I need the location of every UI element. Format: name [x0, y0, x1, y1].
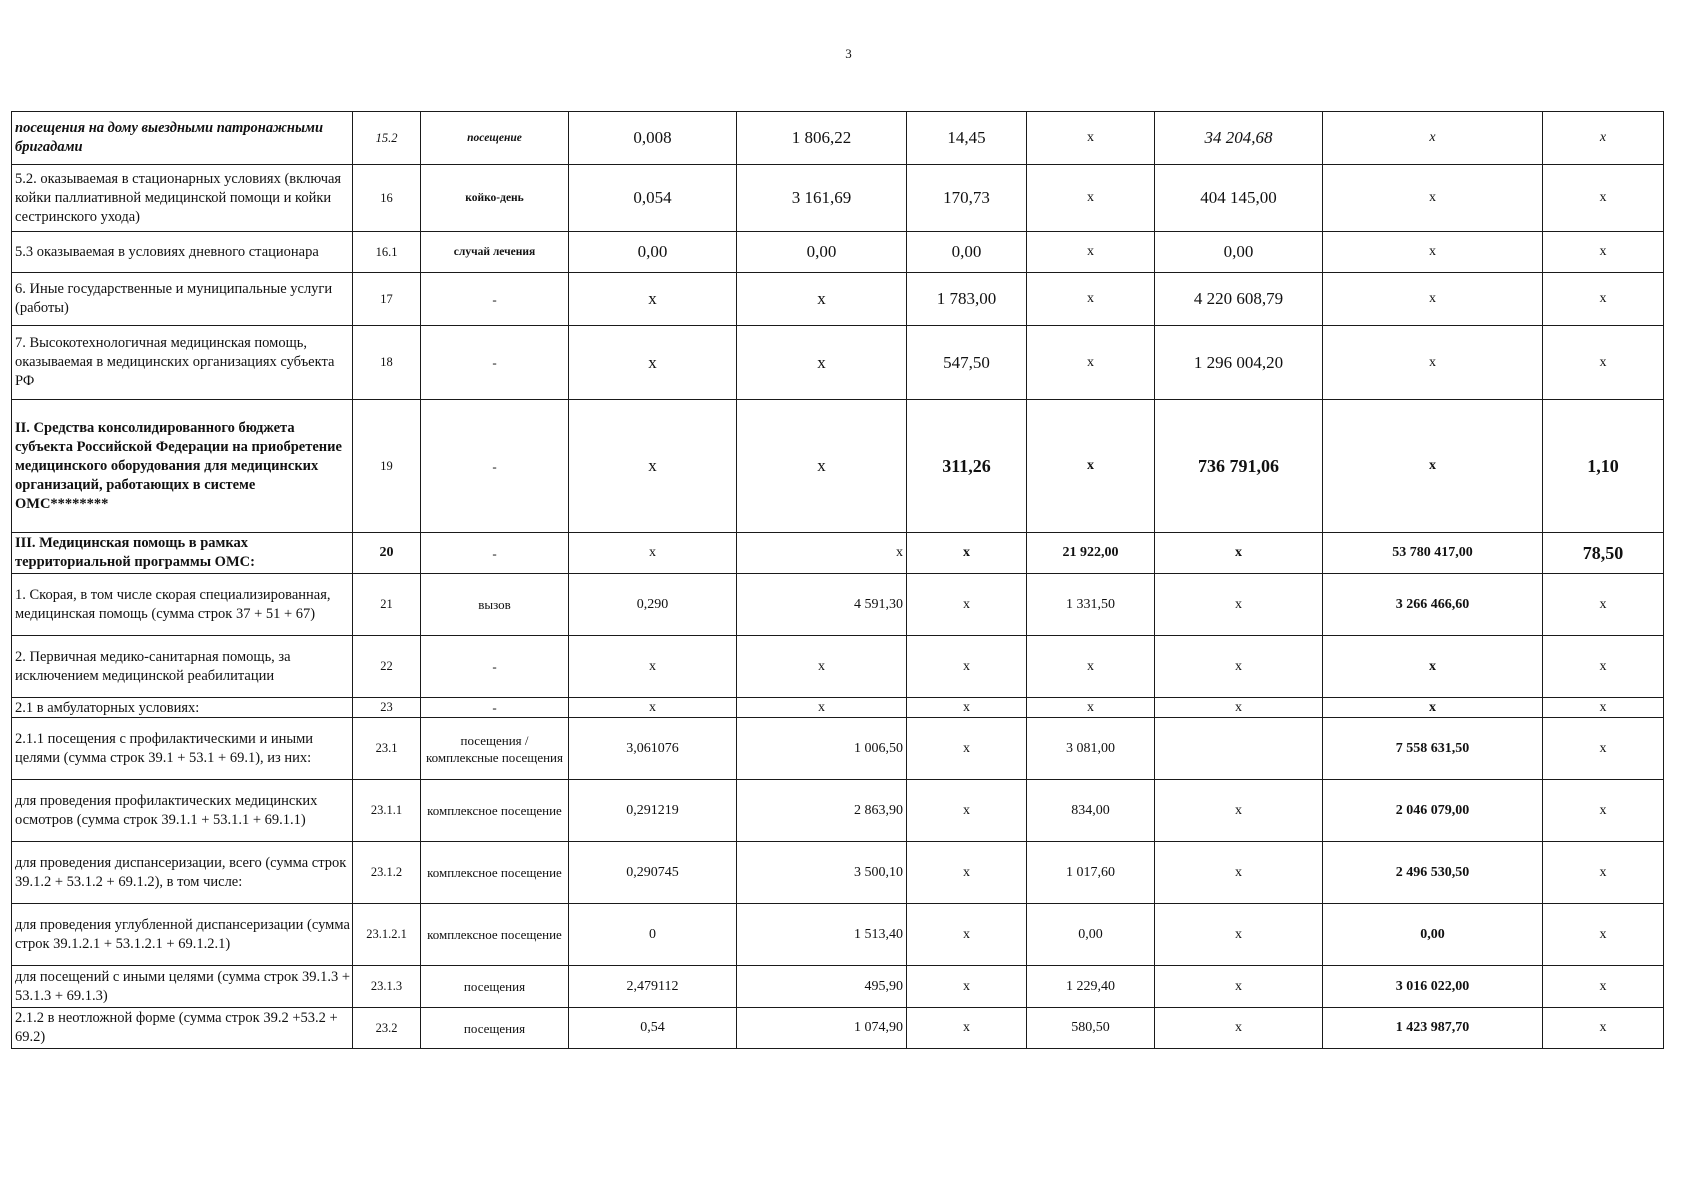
cell-value: 2 496 530,50: [1323, 842, 1543, 904]
cell-value: x: [1027, 326, 1155, 400]
cell-value: x: [907, 533, 1027, 574]
cell-value: x: [1323, 698, 1543, 718]
cell-value: 4 220 608,79: [1155, 273, 1323, 326]
cell-value: 495,90: [737, 966, 907, 1008]
cell-value: x: [1027, 636, 1155, 698]
cell-value: x: [1543, 842, 1664, 904]
cell-value: 1 229,40: [1027, 966, 1155, 1008]
cell-value: 0,290: [569, 574, 737, 636]
row-name: 5.3 оказываемая в условиях дневного стационара: [12, 232, 353, 273]
cell-value: 7 558 631,50: [1323, 718, 1543, 780]
cell-value: x: [1543, 574, 1664, 636]
row-unit: -: [421, 636, 569, 698]
row-number: 23.2: [353, 1008, 421, 1049]
cell-value: 547,50: [907, 326, 1027, 400]
row-number: 22: [353, 636, 421, 698]
row-number: 23.1.1: [353, 780, 421, 842]
cell-value: x: [1543, 636, 1664, 698]
cell-value: 0,00: [1027, 904, 1155, 966]
page-number: 3: [845, 46, 852, 61]
row-number: 21: [353, 574, 421, 636]
cell-value: 14,45: [907, 112, 1027, 165]
row-name: посещения на дому выездными патронажными бригадами: [12, 112, 353, 165]
cell-value: 0,54: [569, 1008, 737, 1049]
cell-value: 3 266 466,60: [1323, 574, 1543, 636]
table-row: [12, 165, 1664, 232]
row-number: 20: [353, 533, 421, 574]
cell-value: 53 780 417,00: [1323, 533, 1543, 574]
table-row: [12, 533, 1664, 574]
row-unit: -: [421, 273, 569, 326]
table-row: [12, 698, 1664, 718]
row-name: 1. Скорая, в том числе скорая специализированная, медицинская помощь (сумма строк 37 + 51 + 67): [12, 574, 353, 636]
cell-value: 3 016 022,00: [1323, 966, 1543, 1008]
cell-value: x: [1155, 780, 1323, 842]
row-name: 2.1.1 посещения с профилактическими и иными целями (сумма строк 39.1 + 53.1 + 69.1), из них:: [12, 718, 353, 780]
row-number: 23.1.2.1: [353, 904, 421, 966]
cell-value: 3 161,69: [737, 165, 907, 232]
cell-value: 1,10: [1543, 400, 1664, 533]
row-number: 15.2: [353, 112, 421, 165]
cell-value: x: [907, 718, 1027, 780]
cell-value: x: [1027, 273, 1155, 326]
cell-value: x: [1543, 165, 1664, 232]
cell-value: x: [907, 698, 1027, 718]
table-row: [12, 273, 1664, 326]
row-name: для посещений с иными целями (сумма строк 39.1.3 + 53.1.3 + 69.1.3): [12, 966, 353, 1008]
cell-value: x: [737, 533, 907, 574]
cell-value: 0,054: [569, 165, 737, 232]
cell-value: x: [907, 574, 1027, 636]
cell-value: 1 783,00: [907, 273, 1027, 326]
row-name: 2.1.2 в неотложной форме (сумма строк 39.2 +53.2 + 69.2): [12, 1008, 353, 1049]
row-unit: посещения: [421, 1008, 569, 1049]
cell-value: 4 591,30: [737, 574, 907, 636]
cell-value: x: [1543, 326, 1664, 400]
cell-value: x: [1323, 165, 1543, 232]
cell-value: 0,008: [569, 112, 737, 165]
cell-value: x: [1155, 842, 1323, 904]
cell-value: x: [1027, 112, 1155, 165]
cell-value: x: [737, 400, 907, 533]
cell-value: x: [1323, 636, 1543, 698]
cell-value: x: [907, 966, 1027, 1008]
cell-value: x: [1323, 326, 1543, 400]
cell-value: 1 806,22: [737, 112, 907, 165]
cell-value: 3,061076: [569, 718, 737, 780]
cell-value: 1 074,90: [737, 1008, 907, 1049]
cell-value: 1 296 004,20: [1155, 326, 1323, 400]
row-name: 6. Иные государственные и муниципальные услуги (работы): [12, 273, 353, 326]
cell-value: x: [1155, 636, 1323, 698]
cell-value: x: [1323, 400, 1543, 533]
row-number: 23.1.2: [353, 842, 421, 904]
cell-value: 1 513,40: [737, 904, 907, 966]
cell-value: x: [907, 904, 1027, 966]
cell-value: x: [1543, 718, 1664, 780]
table-row: [12, 966, 1664, 1008]
table-row: [12, 1008, 1664, 1049]
row-unit: случай лечения: [421, 232, 569, 273]
table-row: [12, 780, 1664, 842]
row-number: 23.1.3: [353, 966, 421, 1008]
cell-value: x: [1543, 1008, 1664, 1049]
cell-value: 0,00: [737, 232, 907, 273]
row-name: 5.2. оказываемая в стационарных условиях (включая койки паллиативной медицинской помощи и койки сестринского ухода): [12, 165, 353, 232]
cell-value: x: [569, 400, 737, 533]
cell-value: x: [1027, 698, 1155, 718]
cell-value: x: [1027, 165, 1155, 232]
cell-value: 0,290745: [569, 842, 737, 904]
cell-value: x: [1543, 780, 1664, 842]
cell-value: x: [1543, 232, 1664, 273]
row-unit: -: [421, 326, 569, 400]
cell-value: 580,50: [1027, 1008, 1155, 1049]
cell-value: x: [1543, 273, 1664, 326]
row-unit: -: [421, 698, 569, 718]
cell-value: x: [737, 698, 907, 718]
cell-value: 34 204,68: [1155, 112, 1323, 165]
table-row: [12, 326, 1664, 400]
row-unit: комплексное посещение: [421, 780, 569, 842]
row-number: 17: [353, 273, 421, 326]
cell-value: 0,00: [907, 232, 1027, 273]
row-number: 23.1: [353, 718, 421, 780]
cell-value: [1155, 718, 1323, 780]
cell-value: 21 922,00: [1027, 533, 1155, 574]
cell-value: x: [569, 326, 737, 400]
cell-value: 78,50: [1543, 533, 1664, 574]
cell-value: 0,00: [1323, 904, 1543, 966]
cell-value: 170,73: [907, 165, 1027, 232]
row-number: 18: [353, 326, 421, 400]
cell-value: x: [1543, 904, 1664, 966]
row-unit: комплексное посещение: [421, 842, 569, 904]
cell-value: x: [569, 698, 737, 718]
cell-value: 404 145,00: [1155, 165, 1323, 232]
row-unit: -: [421, 400, 569, 533]
cell-value: x: [569, 273, 737, 326]
row-unit: -: [421, 533, 569, 574]
cell-value: x: [569, 533, 737, 574]
row-name: 7. Высокотехнологичная медицинская помощь, оказываемая в медицинских организациях субъекта РФ: [12, 326, 353, 400]
cell-value: x: [1155, 698, 1323, 718]
row-name: II. Средства консолидированного бюджета субъекта Российской Федерации на приобретение медицинского оборудования для медицинских организаций, работающих в системе ОМС********: [12, 400, 353, 533]
financing-table: [11, 111, 1664, 1049]
cell-value: 736 791,06: [1155, 400, 1323, 533]
table-row: [12, 904, 1664, 966]
row-number: 23: [353, 698, 421, 718]
row-unit: вызов: [421, 574, 569, 636]
cell-value: 0,00: [569, 232, 737, 273]
cell-value: 2,479112: [569, 966, 737, 1008]
table-row: [12, 112, 1664, 165]
table-row: [12, 232, 1664, 273]
table-row: [12, 718, 1664, 780]
cell-value: 2 046 079,00: [1323, 780, 1543, 842]
table-row: [12, 400, 1664, 533]
cell-value: 3 500,10: [737, 842, 907, 904]
cell-value: 1 331,50: [1027, 574, 1155, 636]
table-row: [12, 574, 1664, 636]
cell-value: x: [1543, 112, 1664, 165]
cell-value: x: [1027, 232, 1155, 273]
cell-value: x: [907, 636, 1027, 698]
row-unit: посещения / комплексные посещения: [421, 718, 569, 780]
table-row: [12, 842, 1664, 904]
cell-value: x: [1323, 232, 1543, 273]
row-name: III. Медицинская помощь в рамках территориальной программы ОМС:: [12, 533, 353, 574]
cell-value: 0,291219: [569, 780, 737, 842]
row-unit: койко-день: [421, 165, 569, 232]
cell-value: x: [1155, 574, 1323, 636]
cell-value: 0,00: [1155, 232, 1323, 273]
row-name: для проведения профилактических медицинских осмотров (сумма строк 39.1.1 + 53.1.1 + 69.1.1): [12, 780, 353, 842]
cell-value: x: [907, 1008, 1027, 1049]
cell-value: x: [1155, 966, 1323, 1008]
row-name: 2. Первичная медико-санитарная помощь, за исключением медицинской реабилитации: [12, 636, 353, 698]
row-number: 16: [353, 165, 421, 232]
cell-value: 2 863,90: [737, 780, 907, 842]
row-name: для проведения диспансеризации, всего (сумма строк 39.1.2 + 53.1.2 + 69.1.2), в том числе:: [12, 842, 353, 904]
cell-value: x: [1155, 1008, 1323, 1049]
row-number: 16.1: [353, 232, 421, 273]
row-unit: посещение: [421, 112, 569, 165]
cell-value: x: [1155, 904, 1323, 966]
cell-value: x: [1323, 112, 1543, 165]
cell-value: 834,00: [1027, 780, 1155, 842]
cell-value: x: [907, 842, 1027, 904]
cell-value: 0: [569, 904, 737, 966]
cell-value: x: [1155, 533, 1323, 574]
row-name: для проведения углубленной диспансеризации (сумма строк 39.1.2.1 + 53.1.2.1 + 69.1.2.1): [12, 904, 353, 966]
cell-value: x: [1027, 400, 1155, 533]
row-unit: комплексное посещение: [421, 904, 569, 966]
table-row: [12, 636, 1664, 698]
cell-value: x: [569, 636, 737, 698]
cell-value: x: [1323, 273, 1543, 326]
cell-value: 3 081,00: [1027, 718, 1155, 780]
cell-value: 1 006,50: [737, 718, 907, 780]
cell-value: 1 017,60: [1027, 842, 1155, 904]
cell-value: 1 423 987,70: [1323, 1008, 1543, 1049]
cell-value: 311,26: [907, 400, 1027, 533]
cell-value: x: [907, 780, 1027, 842]
cell-value: x: [1543, 698, 1664, 718]
cell-value: x: [737, 326, 907, 400]
cell-value: x: [737, 636, 907, 698]
cell-value: x: [1543, 966, 1664, 1008]
row-name: 2.1 в амбулаторных условиях:: [12, 698, 353, 718]
cell-value: x: [737, 273, 907, 326]
row-number: 19: [353, 400, 421, 533]
row-unit: посещения: [421, 966, 569, 1008]
